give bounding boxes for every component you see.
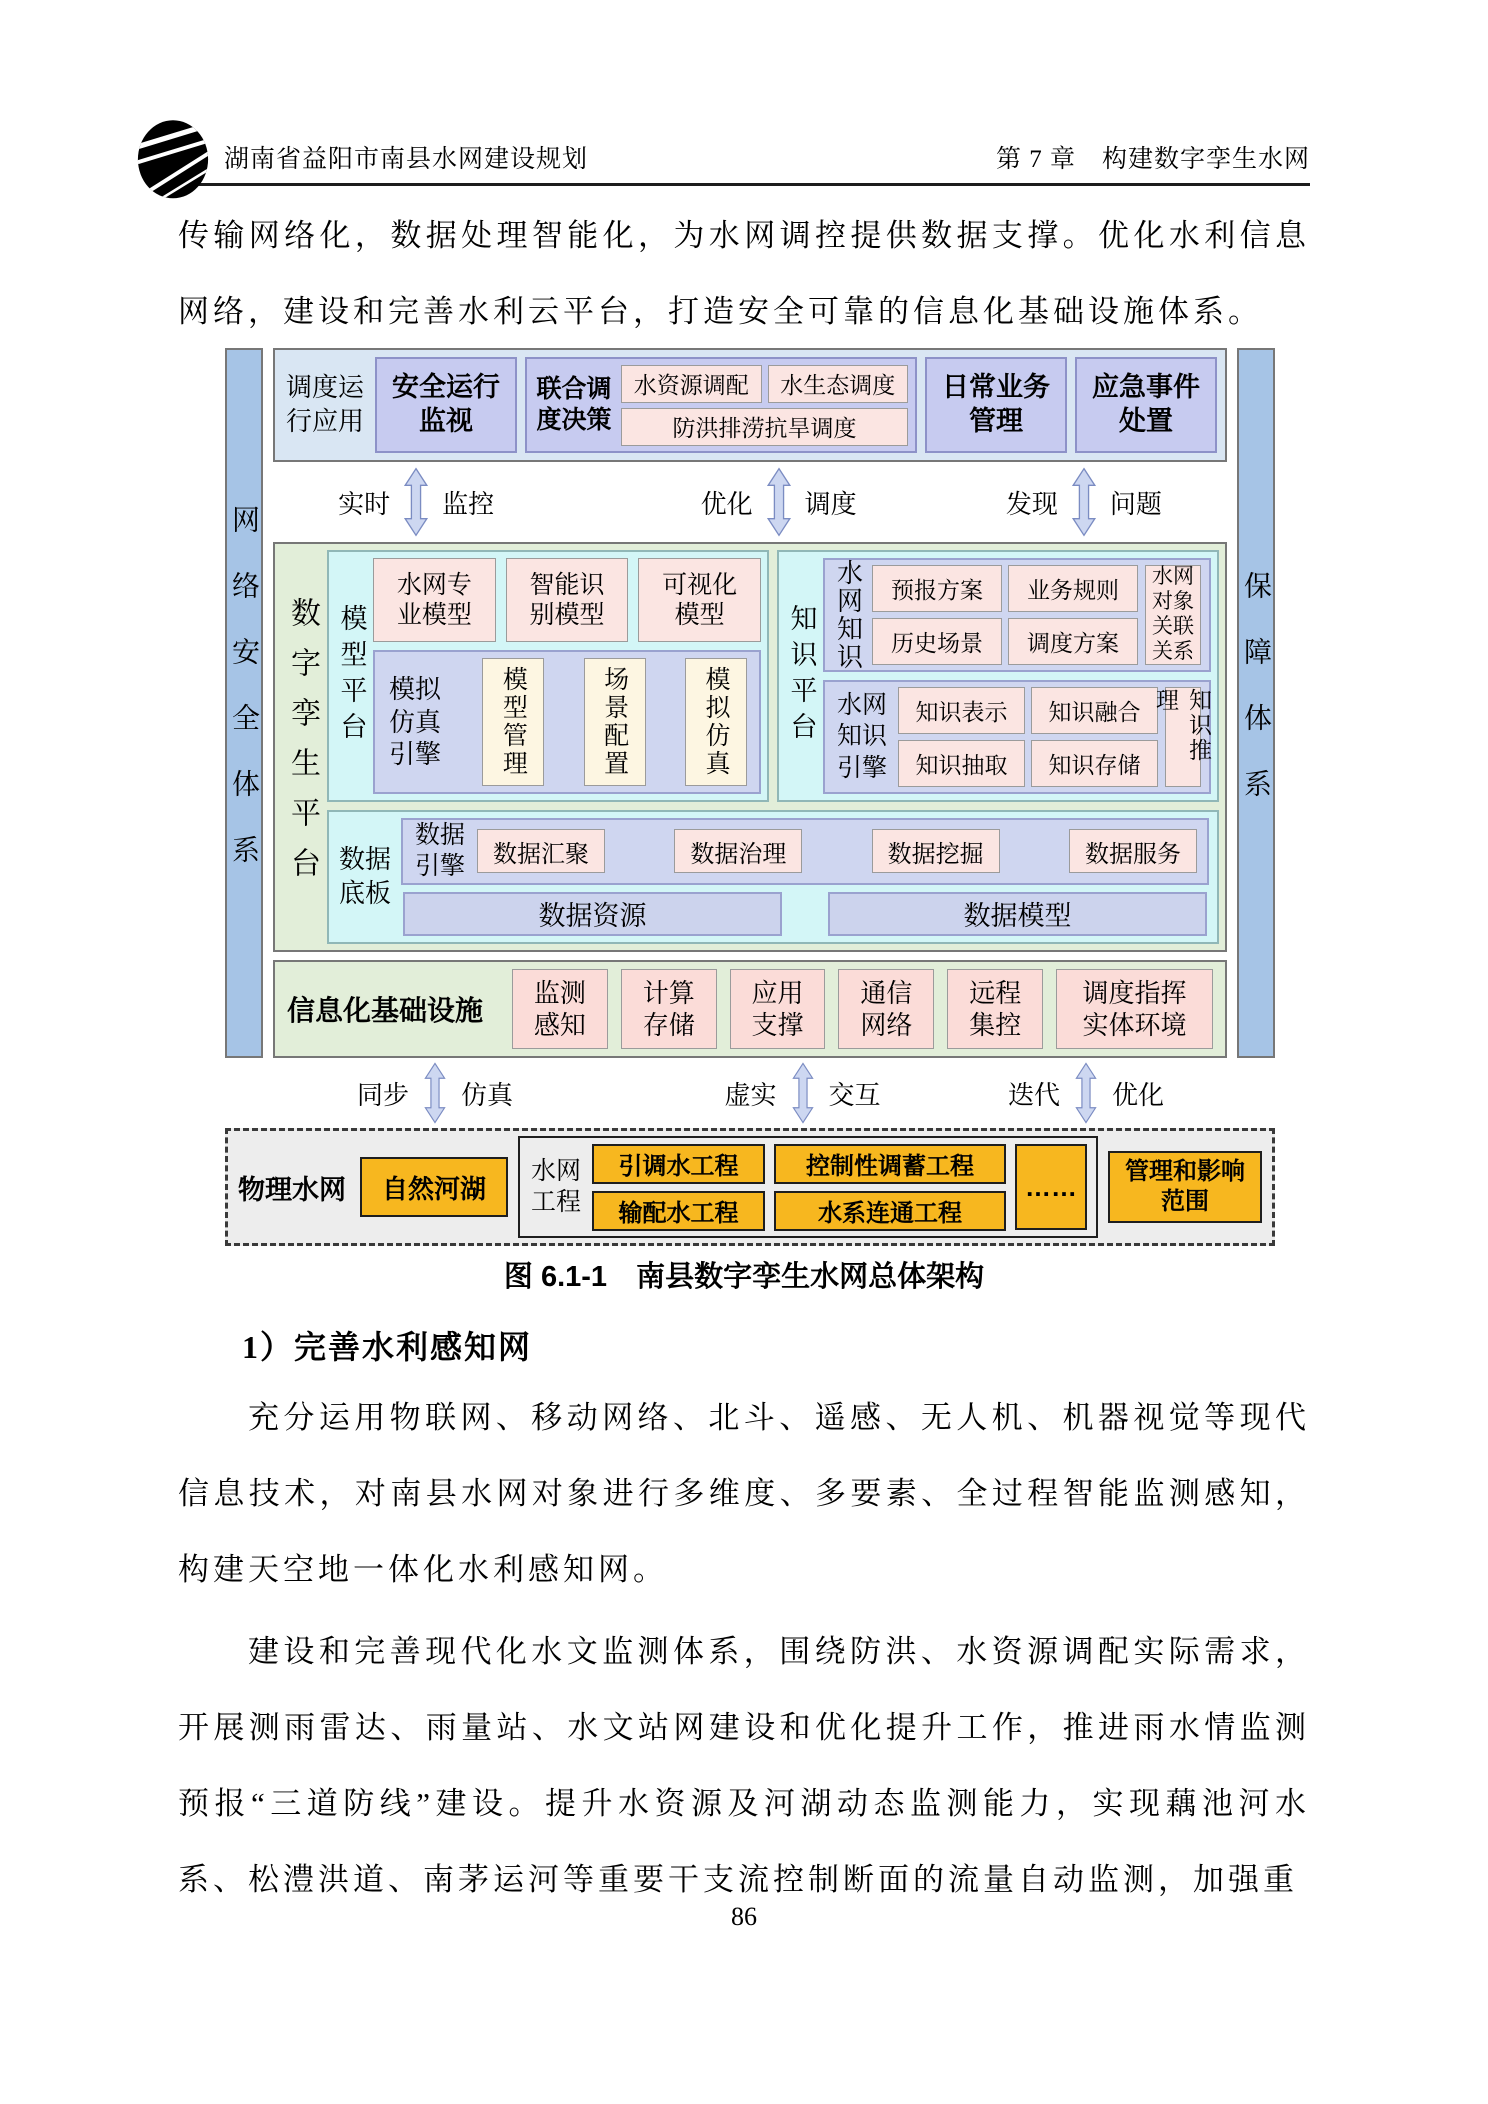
guarantee-system-label: 保障体系 [1241,571,1272,835]
water-network-projects-box [518,1136,1098,1238]
data-engine-label: 数据引擎 [414,821,465,881]
emergency-handling-box: 应急事件处置 [1075,357,1217,453]
network-security-label: 网络安全体系 [229,505,260,901]
knowledge-reasoning-box: 知识推理 [1165,687,1201,787]
section-heading: 1）完善水利感知网 [242,1329,533,1365]
water-network-knowledge-box [823,558,1211,672]
business-rules-box: 业务规则 [1008,565,1138,612]
remote-control-box: 远程集控 [947,969,1043,1049]
water-ecology-dispatch-box: 水生态调度 [768,365,909,403]
digital-twin-platform-label: 数字孪生平台 [286,597,319,897]
communication-network-box: 通信网络 [838,969,934,1049]
dispatch-band-label: 调度运行应用 [285,372,364,436]
knowledge-engine-label: 水网知识引擎 [836,691,887,782]
data-base-label: 数据底板 [338,844,391,908]
joint-dispatch-label: 联合调度决策 [536,374,612,434]
forecast-plan-box: 预报方案 [872,565,1002,612]
arrow-discover-problem: 发现 问题 [1006,467,1162,537]
data-service-box: 数据服务 [1069,829,1197,873]
water-network-model-box: 水网专业模型 [373,558,496,642]
dispatch-plan-box: 调度方案 [1008,618,1138,665]
water-diversion-project-box: 引调水工程 [592,1144,765,1184]
object-relation-box: 水网对象关联关系 [1145,565,1201,665]
physical-water-network-band [225,1128,1275,1246]
dispatch-application-band [273,348,1227,462]
simulation-engine-label: 模拟仿真引擎 [388,674,441,770]
simulation-box: 模拟仿真 [685,658,747,786]
arrow-realtime-monitor: 实时 监控 [338,467,494,537]
safe-operation-monitor-box: 安全运行监视 [375,357,517,453]
arrow-sync-simulate: 同步 仿真 [357,1062,513,1124]
joint-dispatch-decision-box [525,357,917,453]
paragraph-1: 传输网络化，数据处理智能化，为水网调控提供数据支撑。优化水利信息网络，建设和完善水利云平台，打造安全可靠的信息化基础设施体系。 [178,218,1310,329]
management-influence-scope-box: 管理和影响范围 [1108,1151,1262,1223]
it-infrastructure-band [273,960,1227,1058]
data-aggregation-box: 数据汇聚 [477,829,605,873]
it-infrastructure-label: 信息化基础设施 [287,995,484,1026]
model-platform-box [327,550,769,802]
paragraph-2: 充分运用物联网、移动网络、北斗、遥感、无人机、机器视觉等现代信息技术，对南县水网对象进行多维度、多要素、全过程智能监测感知，构建天空地一体化水利感知网。 [178,1400,1310,1587]
knowledge-storage-box: 知识存储 [1031,740,1158,787]
knowledge-extraction-box: 知识抽取 [898,740,1025,787]
guarantee-system-bar [1237,348,1275,1058]
figure-caption: 图 6.1-1 南县数字孪生水网总体架构 [503,1261,985,1293]
intelligent-recognition-model-box: 智能识别模型 [506,558,629,642]
double-arrow-icon [401,467,431,537]
controlled-storage-project-box: 控制性调蓄工程 [774,1144,1006,1184]
visualization-model-box: 可视化模型 [638,558,761,642]
flood-drought-dispatch-box: 防洪排涝抗旱调度 [621,408,908,446]
page-header [172,116,1310,186]
model-management-box: 模型管理 [482,658,544,786]
data-governance-box: 数据治理 [674,829,802,873]
data-mining-box: 数据挖掘 [872,829,1000,873]
arrow-virtual-real-interaction: 虚实 交互 [724,1062,880,1124]
bottom-arrow-row [225,1058,1275,1128]
digital-twin-platform-panel [273,542,1227,952]
ellipsis-box: …… [1015,1144,1087,1230]
knowledge-engine-box [823,680,1211,794]
physical-water-network-label: 物理水网 [238,1174,346,1205]
arrow-iterate-optimize: 迭代 优化 [1008,1062,1164,1124]
natural-rivers-lakes-box: 自然河湖 [360,1157,508,1217]
organization-logo-icon [134,112,212,204]
double-arrow-icon [1071,1062,1101,1124]
water-resource-allocation-box: 水资源调配 [621,365,762,403]
historical-scene-box: 历史场景 [872,618,1002,665]
dispatch-command-environment-box: 调度指挥实体环境 [1056,969,1213,1049]
daily-business-box: 日常业务管理 [925,357,1067,453]
model-platform-label: 模型平台 [336,604,367,748]
knowledge-representation-box: 知识表示 [898,687,1025,734]
water-distribution-project-box: 输配水工程 [592,1191,765,1231]
river-connection-project-box: 水系连通工程 [774,1191,1006,1231]
knowledge-fusion-box: 知识融合 [1031,687,1158,734]
document-title: 湖南省益阳市南县水网建设规划 [224,146,589,173]
page-number: 86 [731,1902,757,1931]
top-arrow-row [273,462,1227,542]
double-arrow-icon [1069,467,1099,537]
compute-storage-box: 计算存储 [621,969,717,1049]
architecture-diagram [225,348,1275,1246]
paragraph-3: 建设和完善现代化水文监测体系，围绕防洪、水资源调配实际需求，开展测雨雷达、雨量站、水文站网建设和优化提升工作，推进雨水情监测预报“三道防线”建设。提升水资源及河湖动态监测能力，实现藕池河水系、松澧洪道、南茅运河等重要干支流控制断面的流量自动监测，加强重 [178,1634,1310,1897]
double-arrow-icon [764,467,794,537]
water-network-projects-label: 水网工程 [530,1156,581,1216]
data-engine-box [401,818,1209,885]
application-support-box: 应用支撑 [730,969,826,1049]
knowledge-platform-box [777,550,1219,802]
network-security-bar [225,348,263,1058]
water-network-knowledge-label: 水网知识 [833,559,864,671]
simulation-engine-box [373,650,761,794]
data-base-box [327,810,1219,944]
data-model-box: 数据模型 [828,892,1207,937]
monitoring-sensing-box: 监测感知 [512,969,608,1049]
double-arrow-icon [788,1062,818,1124]
double-arrow-icon [420,1062,450,1124]
data-resource-box: 数据资源 [403,892,782,937]
knowledge-platform-label: 知识平台 [786,604,817,748]
arrow-optimize-dispatch: 优化 调度 [701,467,857,537]
chapter-title: 第 7 章 构建数字孪生水网 [995,146,1310,173]
scene-configuration-box: 场景配置 [584,658,646,786]
